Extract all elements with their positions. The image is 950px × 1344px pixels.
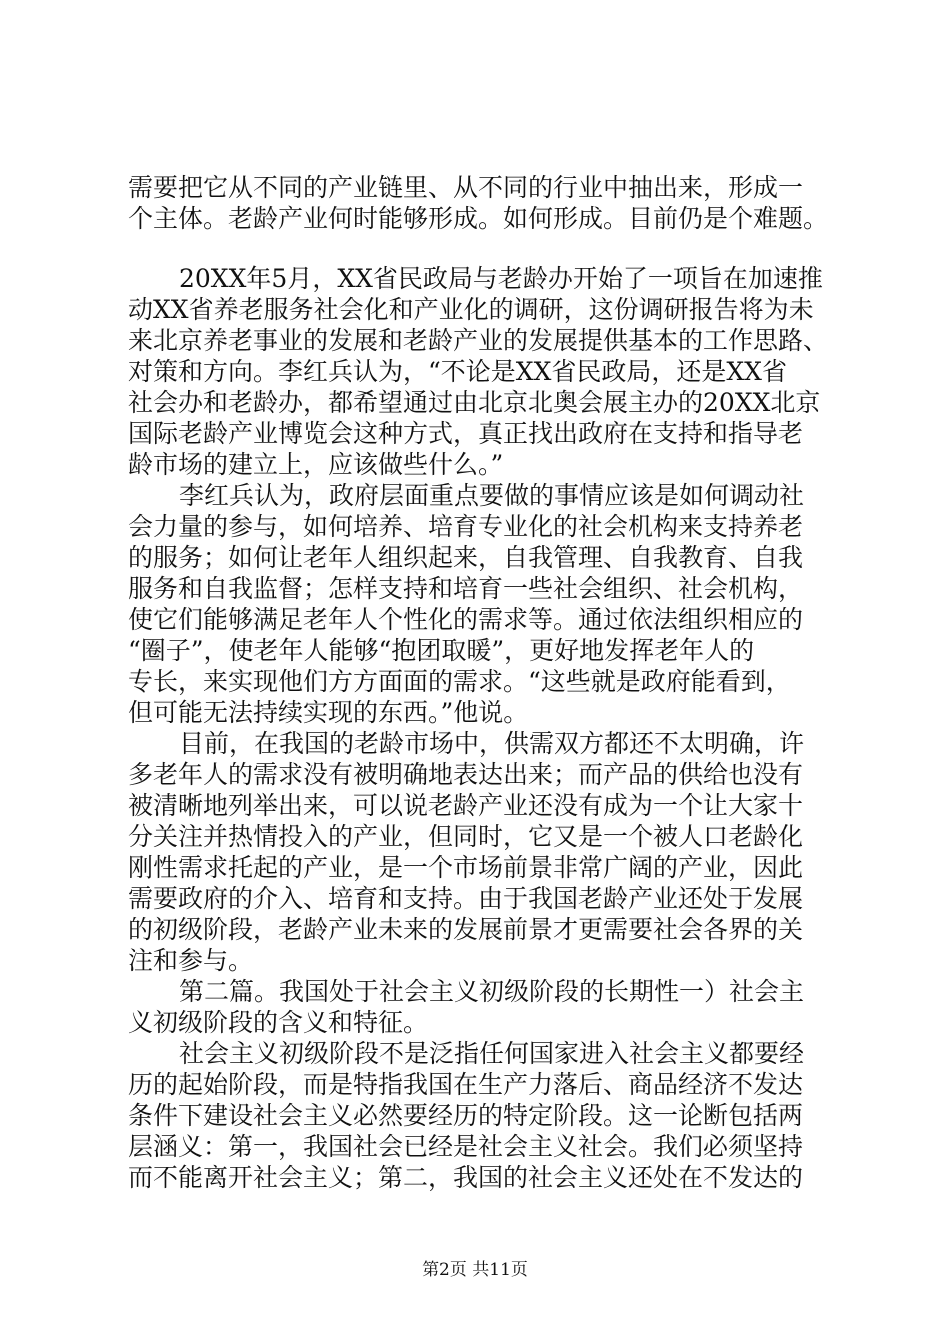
text-line: “圈子”，使老年人能够“抱团取暖”，更好地发挥老年人的 <box>128 636 755 665</box>
text-line: 被清晰地列举出来，可以说老龄产业还没有成为一个让大家十 <box>128 791 804 820</box>
text-line: 需要把它从不同的产业链里、从不同的行业中抽出来，形成一 <box>128 173 804 202</box>
text-line: 层涵义：第一，我国社会已经是社会主义社会。我们必须坚持 <box>128 1132 804 1161</box>
text-line: 使它们能够满足老年人个性化的需求等。通过依法组织相应的 <box>128 605 804 634</box>
paragraph-1 <box>128 172 832 234</box>
text-line: 第二篇。我国处于社会主义初级阶段的长期性一）社会主 <box>179 977 805 1006</box>
text-line: 刚性需求托起的产业，是一个市场前景非常广阔的产业，因此 <box>128 853 804 882</box>
page-footer <box>0 1255 950 1280</box>
text-line: 社会主义初级阶段不是泛指任何国家进入社会主义都要经 <box>179 1039 805 1068</box>
page-number: 第2页 共11页 <box>422 1260 528 1280</box>
text-line: 个主体。老龄产业何时能够形成。如何形成。目前仍是个难题。 <box>128 204 829 233</box>
text-line: 而不能离开社会主义；第二，我国的社会主义还处在不发达的 <box>128 1163 804 1192</box>
text-line: 动XX省养老服务社会化和产业化的调研，这份调研报告将为未 <box>128 295 814 324</box>
text-line: 社会办和老龄办，都希望通过由北京北奥会展主办的20XX北京 <box>128 388 821 417</box>
text-line: 但可能无法持续实现的东西。”他说。 <box>128 698 529 727</box>
text-line: 需要政府的介入、培育和支持。由于我国老龄产业还处于发展 <box>128 884 804 913</box>
text-line: 会力量的参与，如何培养、培育专业化的社会机构来支持养老 <box>128 512 804 541</box>
text-line: 龄市场的建立上，应该做些什么。” <box>128 450 504 479</box>
text-line: 对策和方向。李红兵认为，“不论是XX省民政局，还是XX省 <box>128 357 787 386</box>
text-line: 专长，来实现他们方方面面的需求。“这些就是政府能看到， <box>128 667 791 696</box>
text-line: 的初级阶段，老龄产业未来的发展前景才更需要社会各界的关 <box>128 915 804 944</box>
text-line: 多老年人的需求没有被明确地表达出来；而产品的供给也没有 <box>128 760 804 789</box>
text-line: 20XX年5月，XX省民政局与老龄办开始了一项旨在加速推 <box>179 264 823 293</box>
text-line: 注和参与。 <box>128 946 254 975</box>
text-line: 历的起始阶段，而是特指我国在生产力落后、商品经济不发达 <box>128 1070 804 1099</box>
text-line: 服务和自我监督；怎样支持和培育一些社会组织、社会机构， <box>128 574 804 603</box>
text-line: 来北京养老事业的发展和老龄产业的发展提供基本的工作思路、 <box>128 326 829 355</box>
text-line: 条件下建设社会主义必然要经历的特定阶段。这一论断包括两 <box>128 1101 804 1130</box>
paragraph-2 <box>128 263 832 1193</box>
text-line: 义初级阶段的含义和特征。 <box>128 1008 429 1037</box>
text-line: 分关注并热情投入的产业，但同时，它又是一个被人口老龄化 <box>128 822 804 851</box>
text-line: 目前，在我国的老龄市场中，供需双方都还不太明确，许 <box>179 729 805 758</box>
text-line: 的服务；如何让老年人组织起来，自我管理、自我教育、自我 <box>128 543 804 572</box>
text-line: 国际老龄产业博览会这种方式，真正找出政府在支持和指导老 <box>128 419 804 448</box>
text-line: 李红兵认为，政府层面重点要做的事情应该是如何调动社 <box>179 481 805 510</box>
